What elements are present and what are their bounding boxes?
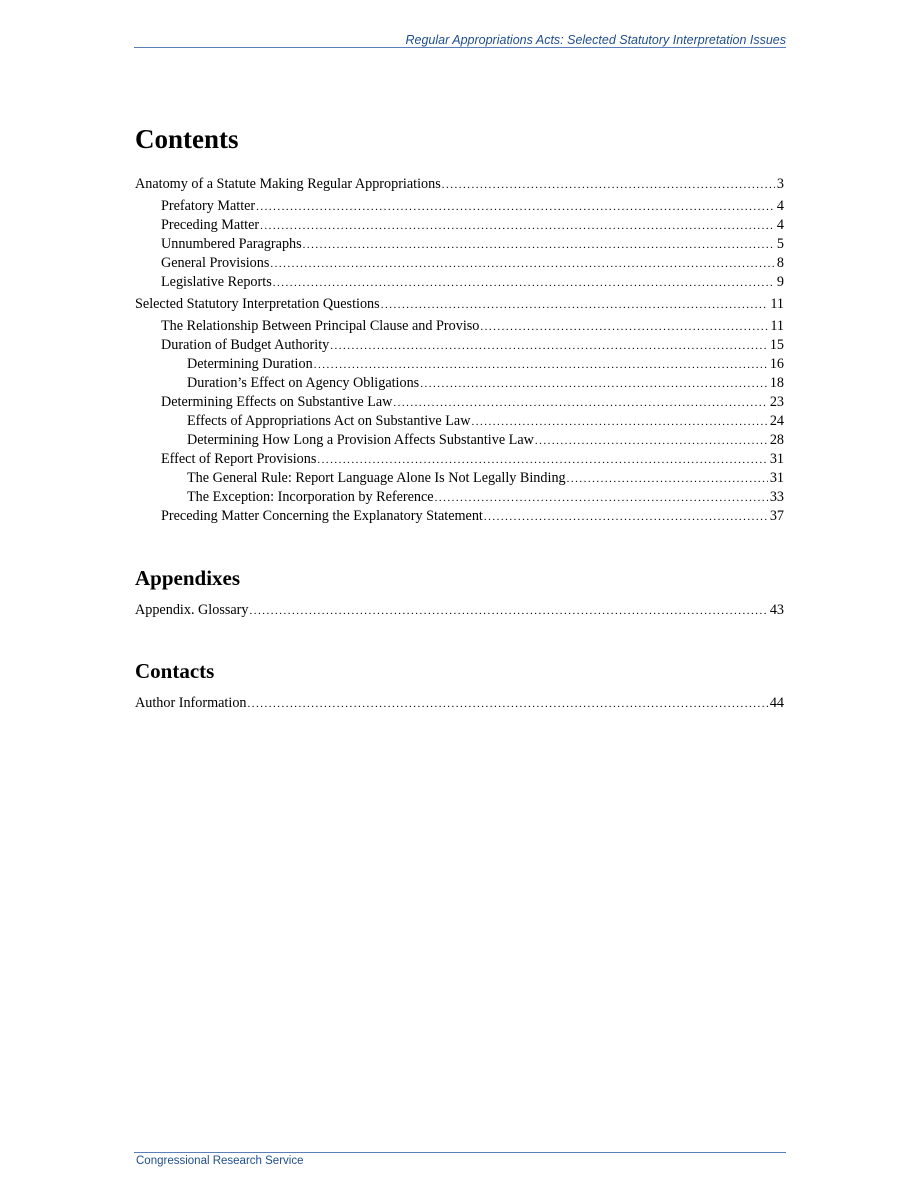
- dot-leader: [381, 296, 769, 313]
- toc-entry-title: Prefatory Matter: [161, 198, 256, 214]
- dot-leader: [471, 413, 767, 430]
- toc-entry-page-number: 11: [770, 318, 784, 334]
- toc-entry-page-number: 4: [776, 198, 784, 214]
- toc-entry-title: Appendix. Glossary: [135, 602, 249, 618]
- toc-entry[interactable]: [161, 507, 784, 525]
- toc-entry-page-number: 37: [769, 508, 784, 524]
- toc-entry-page-number: 33: [769, 489, 784, 505]
- dot-leader: [248, 695, 768, 712]
- toc-entry-title: General Provisions: [161, 255, 270, 271]
- dot-leader: [393, 394, 767, 411]
- toc-entry-page-number: 31: [769, 470, 784, 486]
- toc-entry[interactable]: [161, 336, 784, 354]
- toc-entry-title: Duration of Budget Authority: [161, 337, 330, 353]
- dot-leader: [270, 255, 775, 272]
- toc-entry[interactable]: [161, 273, 784, 291]
- dot-leader: [420, 375, 768, 392]
- contacts-heading: Contacts: [135, 659, 215, 683]
- toc-entry-page-number: 31: [769, 451, 784, 467]
- toc-entry-title: Unnumbered Paragraphs: [161, 236, 302, 252]
- toc-entry[interactable]: [135, 601, 784, 619]
- toc-entry[interactable]: [161, 254, 784, 272]
- dot-leader: [442, 176, 775, 193]
- toc-entry-page-number: 16: [769, 356, 784, 372]
- toc-entry-page-number: 5: [776, 236, 784, 252]
- toc-entry-title: Preceding Matter Concerning the Explanatory Statement: [161, 508, 483, 524]
- toc-entry-title: Duration’s Effect on Agency Obligations: [187, 375, 420, 391]
- dot-leader: [535, 432, 768, 449]
- toc-entry-page-number: 18: [769, 375, 784, 391]
- toc-entry-page-number: 23: [769, 394, 784, 410]
- toc-entry-title: The General Rule: Report Language Alone Is Not Legally Binding: [187, 470, 566, 486]
- toc-entry[interactable]: [187, 488, 784, 506]
- toc-entry[interactable]: [187, 374, 784, 392]
- toc-entry-title: The Relationship Between Principal Clause and Proviso: [161, 318, 480, 334]
- dot-leader: [260, 217, 775, 234]
- toc-entry[interactable]: [135, 295, 784, 313]
- toc-entry[interactable]: [135, 694, 784, 712]
- toc-entry[interactable]: [161, 197, 784, 215]
- header-divider: [134, 47, 786, 48]
- toc-entry-page-number: 11: [770, 296, 784, 312]
- toc-entry-page-number: 4: [776, 217, 784, 233]
- toc-entry-page-number: 9: [776, 274, 784, 290]
- dot-leader: [484, 508, 768, 525]
- toc-entry-title: Legislative Reports: [161, 274, 272, 290]
- running-header: Regular Appropriations Acts: Selected Statutory Interpretation Issues: [405, 33, 786, 47]
- toc-entry-page-number: 24: [769, 413, 784, 429]
- toc-entry-title: Selected Statutory Interpretation Questions: [135, 296, 380, 312]
- toc-entry-page-number: 15: [769, 337, 784, 353]
- toc-entry[interactable]: [187, 469, 784, 487]
- dot-leader: [567, 470, 768, 487]
- toc-entry-page-number: 44: [769, 695, 784, 711]
- toc-entry[interactable]: [187, 412, 784, 430]
- toc-entry-title: Author Information: [135, 695, 247, 711]
- toc-entry-title: Effects of Appropriations Act on Substantive Law: [187, 413, 471, 429]
- toc-entry-title: Determining Duration: [187, 356, 313, 372]
- appendixes-heading: Appendixes: [135, 566, 241, 590]
- dot-leader: [330, 337, 768, 354]
- toc-entry[interactable]: [187, 355, 784, 373]
- toc-entry-title: The Exception: Incorporation by Reference: [187, 489, 434, 505]
- dot-leader: [256, 198, 775, 215]
- toc-entry-page-number: 43: [769, 602, 784, 618]
- toc-entry[interactable]: [161, 450, 784, 468]
- dot-leader: [250, 602, 768, 619]
- dot-leader: [303, 236, 775, 253]
- dot-leader: [480, 318, 768, 335]
- dot-leader: [314, 356, 768, 373]
- toc-entry-page-number: 28: [769, 432, 784, 448]
- toc-entry[interactable]: [161, 216, 784, 234]
- footer-divider: [134, 1152, 786, 1153]
- toc-entry[interactable]: [187, 431, 784, 449]
- toc-entry[interactable]: [161, 393, 784, 411]
- toc-entry-title: Determining Effects on Substantive Law: [161, 394, 393, 410]
- toc-entry[interactable]: [161, 235, 784, 253]
- dot-leader: [435, 489, 768, 506]
- contents-heading: Contents: [135, 124, 239, 154]
- toc-entry-page-number: 3: [776, 176, 784, 192]
- toc-entry-title: Effect of Report Provisions: [161, 451, 317, 467]
- toc-entry-title: Anatomy of a Statute Making Regular Appropriations: [135, 176, 441, 192]
- toc-entry[interactable]: [135, 175, 784, 193]
- dot-leader: [273, 274, 775, 291]
- toc-entry-page-number: 8: [776, 255, 784, 271]
- toc-entry-title: Determining How Long a Provision Affects Substantive Law: [187, 432, 534, 448]
- footer-organization: Congressional Research Service: [136, 1155, 304, 1167]
- toc-entry-title: Preceding Matter: [161, 217, 260, 233]
- dot-leader: [317, 451, 767, 468]
- toc-entry[interactable]: [161, 317, 784, 335]
